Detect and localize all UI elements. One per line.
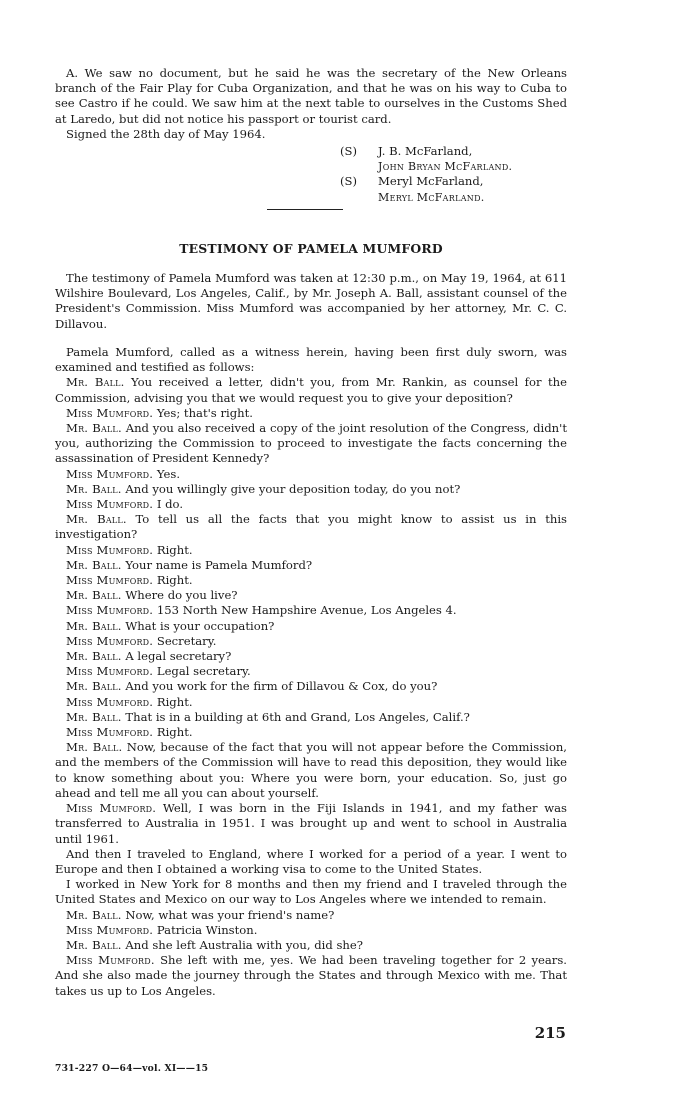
dialogue-text: I worked in New York for 8 months and then my friend and I traveled through the United States and Mexico on our way to Los Angeles where we intended to remain. (55, 877, 567, 907)
speaker-label: Miss Mumford. (66, 953, 155, 968)
speaker-label: Miss Mumford. (66, 573, 154, 588)
speaker-label: Mr. Ball. (66, 709, 122, 724)
signature-label: (S) (340, 144, 357, 158)
dialogue-text: Secretary. (156, 633, 217, 648)
dialogue-paragraph (55, 619, 567, 634)
speaker-label: Mr. Ball. (66, 512, 127, 527)
dialogue-paragraph (55, 710, 567, 725)
dialogue-paragraph (55, 664, 567, 679)
signature-printed-name: Meryl McFarland. (378, 190, 485, 204)
dialogue-text: Right. (156, 725, 193, 740)
dialogue-text: Now, what was your friend's name? (125, 907, 335, 922)
dialogue-text: You received a letter, didn't you, from Mr. Rankin, as counsel for the Commission, advising you that we would request you to give your deposition? (55, 375, 567, 405)
dialogue-text: And you willingly give your deposition today, do you not? (125, 481, 461, 496)
dialogue-text: And she left Australia with you, did she? (125, 937, 363, 952)
section-divider (267, 209, 343, 210)
section-heading: TESTIMONY OF PAMELA MUMFORD (179, 241, 443, 256)
dialogue-paragraph (55, 406, 567, 421)
dialogue-text: Right. (156, 694, 193, 709)
dialogue-text: Legal secretary. (156, 664, 251, 679)
dialogue-text: Where do you live? (125, 588, 238, 603)
dialogue-paragraph (55, 467, 567, 482)
signature-line (340, 144, 512, 159)
dialogue-text: Now, because of the fact that you will not appear before the Commission, and the members of the Commission will have to read this deposition, they would like to know something about you: Where you were born, your education. So, just go ahead and tell me all you can about yourself. (55, 740, 567, 800)
dialogue-paragraph (55, 588, 567, 603)
speaker-label: Miss Mumford. (66, 633, 154, 648)
dialogue-text: And you also received a copy of the joint resolution of the Congress, didn't you, authorizing the Commission to proceed to investigate the facts concerning the assassination of President Kennedy? (55, 421, 567, 466)
dialogue-paragraph (55, 512, 567, 542)
dialogue-text: And then I traveled to England, where I worked for a period of a year. I went to Europe and then I obtained a working visa to come to the United States. (55, 846, 567, 876)
dialogue-paragraph (55, 725, 567, 740)
speaker-label: Miss Mumford. (66, 542, 154, 557)
signed-date: Signed the 28th day of May 1964. (66, 126, 266, 141)
dialogue-text: Yes. (156, 466, 181, 481)
signature-label: (S) (340, 174, 357, 189)
dialogue-paragraph (55, 375, 567, 405)
speaker-label: Mr. Ball. (66, 679, 122, 694)
dialogue-paragraph (55, 877, 567, 907)
dialogue-paragraph (55, 695, 567, 710)
dialogue-paragraph (55, 847, 567, 877)
speaker-label: Mr. Ball. (66, 937, 122, 952)
top-section (55, 66, 567, 142)
dialogue-text: And you work for the firm of Dillavou & Cox, do you? (125, 679, 438, 694)
dialogue-paragraph (55, 908, 567, 923)
speaker-label: Mr. Ball. (66, 421, 122, 436)
dialogue-paragraph (55, 740, 567, 801)
intro-section (55, 271, 567, 332)
dialogue-text: Right. (156, 542, 193, 557)
dialogue-paragraph (55, 649, 567, 664)
dialogue-paragraph (55, 634, 567, 649)
intro-paragraph: The testimony of Pamela Mumford was taken at 12:30 p.m., on May 19, 1964, at 611 Wilshire Boulevard, Los Angeles, Calif., by Mr. Joseph A. Ball, assistant counsel of the President's Commission. Miss Mumford was accompanied by her attorney, Mr. C. C. Dillavou. (55, 271, 567, 331)
dialogue-text: What is your occupation? (125, 618, 275, 633)
print-footer: 731-227 O—64—vol. XI——15 (55, 1063, 209, 1074)
sworn-paragraph: Pamela Mumford, called as a witness herein, having been first duly sworn, was examined and testified as follows: (55, 345, 567, 375)
dialogue-paragraph (55, 497, 567, 512)
dialogue-paragraph (55, 953, 567, 999)
dialogue-text: She left with me, yes. We had been traveling together for 2 years. And she also made the journey through the States and through Mexico with me. That takes us up to Los Angeles. (55, 953, 567, 998)
dialogue-text: I do. (156, 497, 184, 512)
signature-name: Meryl McFarland, (378, 174, 484, 189)
dialogue-paragraph (55, 923, 567, 938)
speaker-label: Miss Mumford. (66, 922, 154, 937)
speaker-label: Mr. Ball. (66, 557, 122, 572)
signature-block (340, 144, 512, 205)
speaker-label: Miss Mumford. (66, 466, 154, 481)
testimony-body (55, 345, 567, 999)
dialogue-paragraph (55, 801, 567, 847)
speaker-label: Miss Mumford. (66, 405, 154, 420)
dialogue-text: A legal secretary? (125, 649, 232, 664)
speaker-label: Mr. Ball. (66, 649, 122, 664)
dialogue-paragraph (55, 679, 567, 694)
speaker-label: Miss Mumford. (66, 497, 154, 512)
signature-printed-name: John Bryan McFarland. (378, 160, 513, 174)
dialogue-text: Well, I was born in the Fiji Islands in 1941, and my father was transferred to Australia in 1951. I was brought up and went to school in Australia until 1961. (55, 801, 567, 846)
dialogue-paragraph (55, 543, 567, 558)
speaker-label: Mr. Ball. (66, 588, 122, 603)
dialogue-text: 153 North New Hampshire Avenue, Los Angeles 4. (156, 603, 457, 618)
dialogue-paragraph (55, 421, 567, 467)
dialogue-text: Patricia Winston. (156, 922, 258, 937)
speaker-label: Mr. Ball. (66, 375, 125, 390)
speaker-label: Mr. Ball. (66, 740, 123, 755)
dialogue-text: That is in a building at 6th and Grand, Los Angeles, Calif.? (125, 709, 470, 724)
dialogue-text: Right. (156, 573, 193, 588)
dialogue-text: Your name is Pamela Mumford? (125, 557, 313, 572)
dialogue-paragraph (55, 603, 567, 618)
top-paragraph: A. We saw no document, but he said he was the secretary of the New Orleans branch of the Fair Play for Cuba Organization, and that he was on his way to Cuba to see Castro if he could. We saw him at the next table to ourselves in the Customs Shed at Laredo, but did not notice his passport or tourist card. (55, 66, 567, 126)
dialogue-list (55, 375, 567, 998)
speaker-label: Mr. Ball. (66, 618, 122, 633)
speaker-label: Miss Mumford. (66, 603, 154, 618)
dialogue-paragraph (55, 482, 567, 497)
page-number: 215 (534, 1024, 566, 1042)
dialogue-text: Yes; that's right. (156, 405, 253, 420)
dialogue-paragraph (55, 573, 567, 588)
dialogue-paragraph (55, 938, 567, 953)
speaker-label: Miss Mumford. (66, 664, 154, 679)
dialogue-paragraph (55, 558, 567, 573)
speaker-label: Miss Mumford. (66, 694, 154, 709)
dialogue-text: To tell us all the facts that you might know to assist us in this investigation? (55, 512, 567, 542)
speaker-label: Mr. Ball. (66, 907, 122, 922)
signature-name: J. B. McFarland, (378, 144, 473, 158)
signature-line (340, 174, 512, 189)
speaker-label: Miss Mumford. (66, 725, 154, 740)
speaker-label: Mr. Ball. (66, 481, 122, 496)
speaker-label: Miss Mumford. (66, 801, 157, 816)
